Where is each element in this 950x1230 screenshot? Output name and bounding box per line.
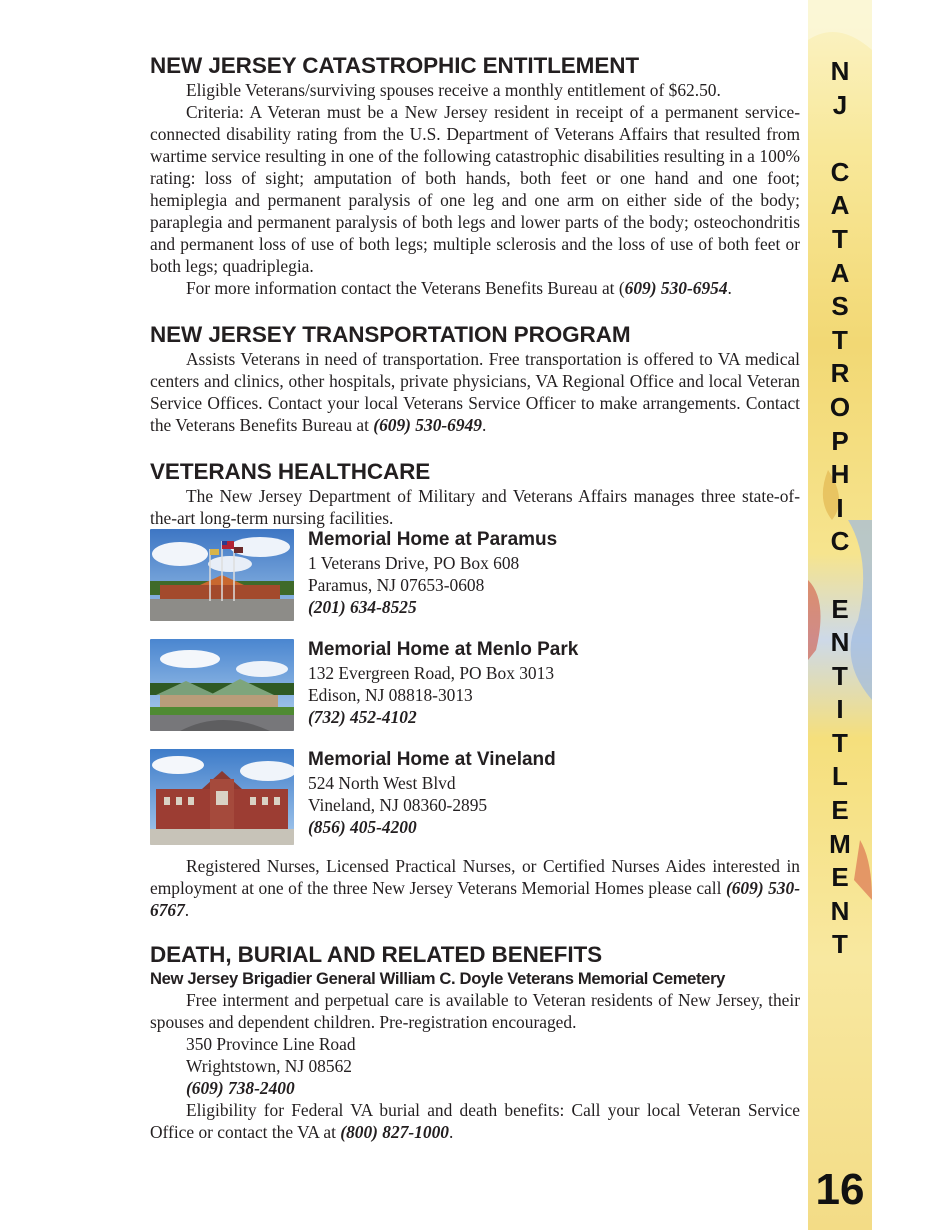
section-transportation <box>150 321 800 436</box>
sidebar-letter: O <box>829 391 851 422</box>
text: Assists Veterans in need of transportation. Free transportation is offered to VA medical centers and clinics, other hospitals, private physicians, VA Regional Office and local Veteran Service Offices. Contact your local Veterans Service Officer to make arrangements. Contact the Veterans Benefits Bureau at <box>150 349 800 435</box>
sidebar-letter: S <box>831 291 849 322</box>
paragraph: The New Jersey Department of Military and Veterans Affairs manages three state-of-the-art long-term nursing facilities. <box>150 486 800 528</box>
section-subtitle: New Jersey Brigadier General William C. Doyle Veterans Memorial Cemetery <box>150 969 726 988</box>
home-address-line-1: 1 Veterans Drive, PO Box 608 <box>308 553 520 573</box>
sidebar-letter: E <box>831 593 849 624</box>
home-name: Memorial Home at Menlo Park <box>308 639 579 660</box>
memorial-home-photo <box>150 749 294 845</box>
sidebar-letter: L <box>832 761 848 792</box>
text: . <box>184 900 190 920</box>
paragraph <box>150 348 800 436</box>
sidebar-letter: T <box>832 223 848 254</box>
memorial-home-paramus <box>150 529 800 621</box>
sidebar-letter: J <box>832 89 848 120</box>
phone-number: (856) 405-4200 <box>308 817 417 837</box>
cemetery-address-line-2: Wrightstown, NJ 08562 <box>186 1056 352 1076</box>
sidebar-letter: M <box>829 828 851 859</box>
sidebar-letter: N <box>830 627 850 658</box>
memorial-home-photo <box>150 529 294 621</box>
main-content <box>150 52 800 1165</box>
sidebar-letter: I <box>836 492 844 523</box>
home-address-line-2: Vineland, NJ 08360-2895 <box>308 795 488 815</box>
paragraph: Criteria: A Veteran must be a New Jersey resident in receipt of a permanent service-connected disability rating from the U.S. Department of Veterans Affairs that resulted from wartime service resulting in one of the following catastrophic disabilities resulting in a 100% rating: loss of sight; amputation of both hands, both feet or one hand and one foot; hemiplegia and permanent paralysis of one leg and one arm on either side of the body; paraplegia and permanent paralysis of both legs and lower parts of the body; osteochondritis and permanent loss of use of both legs; multiple sclerosis and the loss of use of both feet or both legs; quadriplegia. <box>150 102 800 276</box>
phone-number: (609) 738-2400 <box>186 1078 295 1098</box>
phone-number: (732) 452-4102 <box>308 707 417 727</box>
phone-number: 609) 530-6954 <box>624 278 728 298</box>
section-title: DEATH, BURIAL AND RELATED BENEFITS <box>150 942 603 967</box>
home-info <box>308 639 800 728</box>
memorial-home-vineland <box>150 749 800 845</box>
phone-number: (609) 530-6767 <box>150 878 800 920</box>
text: . <box>727 278 732 298</box>
sidebar-letter: T <box>832 929 848 960</box>
paragraph: Free interment and perpetual care is available to Veteran residents of New Jersey, their spouses and dependent children. Pre-registration encouraged. <box>150 990 800 1032</box>
sidebar-letter: T <box>832 660 848 691</box>
sidebar-vertical-title <box>808 55 872 962</box>
sidebar-letter: E <box>831 795 849 826</box>
memorial-home-menlo-park <box>150 639 800 731</box>
section-veterans-healthcare <box>150 458 800 921</box>
home-address-line-2: Paramus, NJ 07653-0608 <box>308 575 485 595</box>
section-title: NEW JERSEY TRANSPORTATION PROGRAM <box>150 322 631 347</box>
paragraph <box>150 277 800 299</box>
sidebar-letter: E <box>831 862 849 893</box>
sidebar-tab <box>808 0 872 1230</box>
sidebar-letter: I <box>836 694 844 725</box>
page-number: 16 <box>815 1165 865 1214</box>
sidebar-letter: R <box>830 358 850 389</box>
home-name: Memorial Home at Paramus <box>308 529 558 550</box>
home-info <box>308 529 800 618</box>
paragraph <box>150 855 800 921</box>
cemetery-address-line-1: 350 Province Line Road <box>186 1034 356 1054</box>
sidebar-letter: C <box>830 156 850 187</box>
sidebar-letter: C <box>830 526 850 557</box>
phone-number: (201) 634-8525 <box>308 597 417 617</box>
paragraph: Eligible Veterans/surviving spouses receive a monthly entitlement of $62.50. <box>186 80 721 100</box>
home-name: Memorial Home at Vineland <box>308 749 556 770</box>
text: Eligibility for Federal VA burial and death benefits: Call your local Veteran Service Office or contact the VA at <box>150 1100 800 1142</box>
section-catastrophic-entitlement <box>150 52 800 299</box>
sidebar-letter: P <box>831 425 849 456</box>
home-address-line-2: Edison, NJ 08818-3013 <box>308 685 473 705</box>
sidebar-letter: N <box>830 895 850 926</box>
sidebar-letter: N <box>830 56 850 86</box>
home-info <box>308 749 800 838</box>
text: . <box>448 1122 454 1142</box>
sidebar-letter: H <box>830 459 850 490</box>
home-address-line-1: 132 Evergreen Road, PO Box 3013 <box>308 663 555 683</box>
paragraph <box>150 1099 800 1143</box>
sidebar-letter: A <box>830 257 850 288</box>
phone-number: (609) 530-6949 <box>373 415 482 435</box>
home-address-line-1: 524 North West Blvd <box>308 773 456 793</box>
sidebar-letter: A <box>830 190 850 221</box>
text: . <box>481 415 487 435</box>
section-title: VETERANS HEALTHCARE <box>150 459 431 484</box>
section-title: NEW JERSEY CATASTROPHIC ENTITLEMENT <box>150 53 640 78</box>
memorial-home-photo <box>150 639 294 731</box>
phone-number: (800) 827-1000 <box>340 1122 449 1142</box>
text: For more information contact the Veterans Benefits Bureau at ( <box>186 278 625 298</box>
section-death-burial <box>150 941 800 1143</box>
sidebar-letter: T <box>832 324 848 355</box>
sidebar-letter: T <box>832 727 848 758</box>
text: Registered Nurses, Licensed Practical Nurses, or Certified Nurses Aides interested in employment at one of the three New Jersey Veterans Memorial Homes please call <box>150 856 800 898</box>
